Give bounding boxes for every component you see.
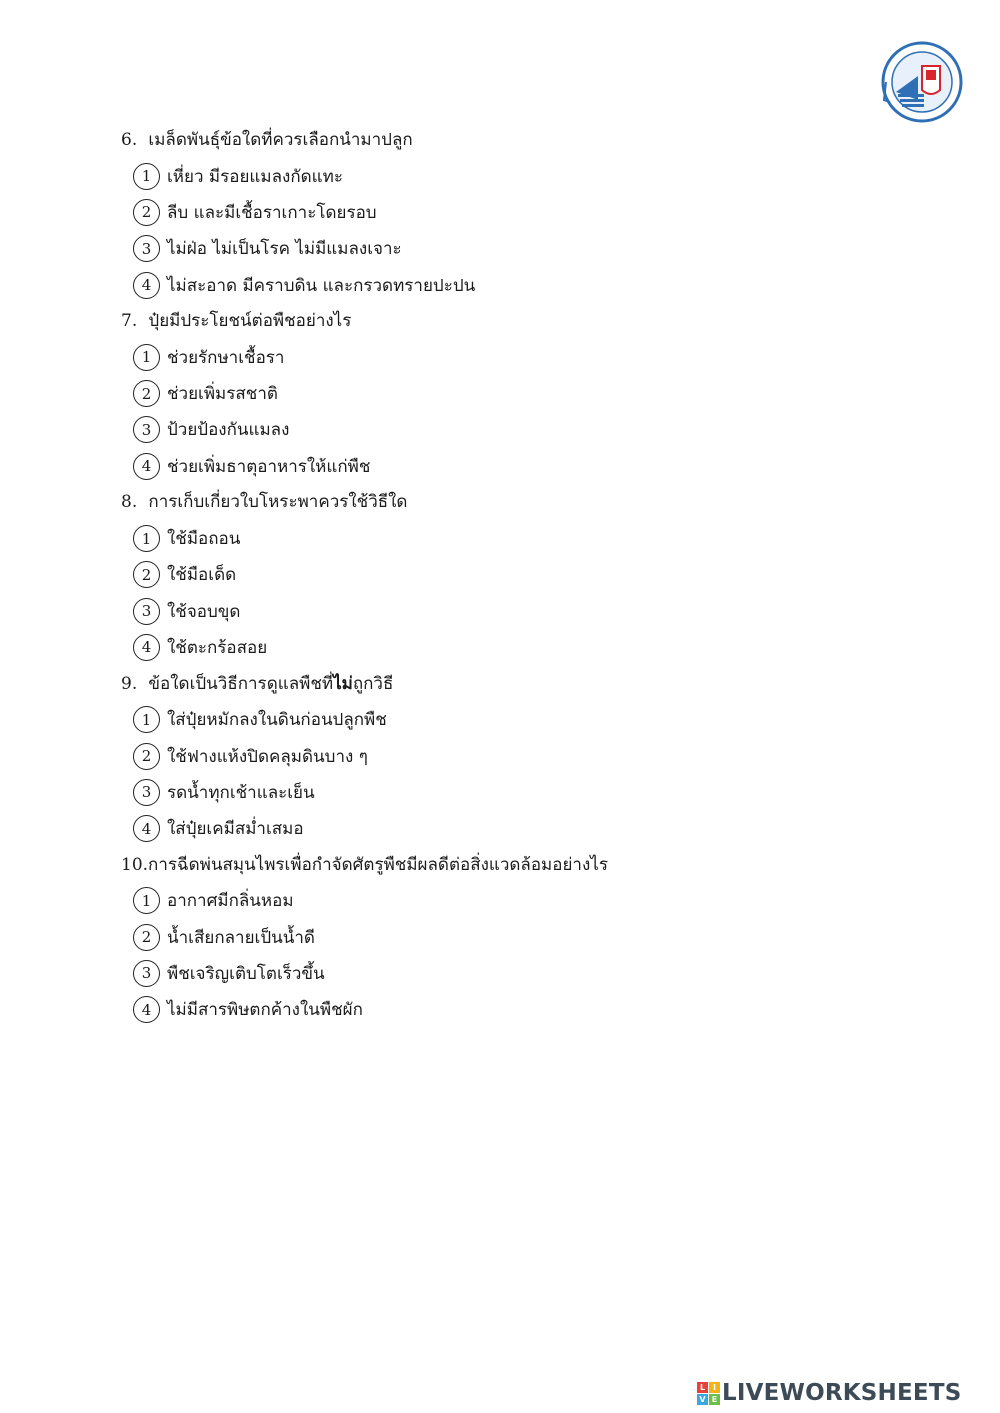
choice-text: พืชเจริญเติบโตเร็วขึ้น [167, 963, 325, 984]
question-8-text [121, 484, 821, 520]
choice-text: ไม่มีสารพิษตกค้างในพืชผัก [167, 1000, 363, 1021]
choice-text: ช่วยรักษาเชื้อรา [167, 347, 285, 368]
choice-10-1[interactable] [121, 883, 821, 919]
choice-number-circle[interactable]: 4 [133, 996, 160, 1023]
choice-8-2[interactable] [121, 557, 821, 593]
choice-8-1[interactable] [121, 520, 821, 556]
choice-text: ช่วยเพิ่มรสชาติ [167, 384, 278, 405]
choice-number-circle[interactable]: 4 [133, 272, 160, 299]
choice-text: ใช้มือถอน [167, 529, 241, 550]
question-6-text [121, 122, 821, 158]
choice-8-3[interactable] [121, 593, 821, 629]
choice-number-circle[interactable]: 1 [133, 163, 160, 190]
choice-number-circle[interactable]: 1 [133, 706, 160, 733]
question-number: 8. [121, 492, 138, 513]
choice-text: ช่วยเพิ่มธาตุอาหารให้แก่พืช [167, 456, 371, 477]
choice-6-1[interactable] [121, 158, 821, 194]
choice-10-2[interactable] [121, 919, 821, 955]
choice-10-3[interactable] [121, 955, 821, 991]
school-logo [878, 40, 966, 124]
choice-text: ไม่ฝ่อ ไม่เป็นโรค ไม่มีแมลงเจาะ [167, 239, 402, 260]
choice-7-1[interactable] [121, 339, 821, 375]
brand-tile-l: L [697, 1382, 708, 1393]
choice-text: ใส่ปุ๋ยเคมีสม่ำเสมอ [167, 819, 304, 840]
question-prompt: ปุ๋ยมีประโยชน์ต่อพืชอย่างไร [148, 311, 352, 332]
question-number: 6. [121, 130, 138, 150]
choice-9-4[interactable] [121, 810, 821, 846]
choice-text: ไม่สะอาด มีคราบดิน และกรวดทรายปะปน [167, 275, 476, 296]
choice-6-4[interactable] [121, 267, 821, 303]
choice-number-circle[interactable]: 2 [133, 924, 160, 951]
choice-text: อากาศมีกลิ่นหอม [167, 891, 294, 912]
question-prompt: การเก็บเกี่ยวใบโหระพาควรใช้วิธีใด [148, 492, 408, 513]
question-prompt: การฉีดพ่นสมุนไพรเพื่อกำจัดศัตรูพืชมีผลดีต่อสิ่งแวดล้อมอย่างไร [148, 854, 608, 875]
choice-7-2[interactable] [121, 375, 821, 411]
question-9-text [121, 666, 821, 702]
question-7 [121, 303, 821, 484]
choice-6-3[interactable] [121, 231, 821, 267]
choice-6-2[interactable] [121, 194, 821, 230]
choice-text: น้ำเสียกลายเป็นน้ำดี [167, 927, 315, 948]
question-number: 10. [121, 854, 149, 875]
question-7-text [121, 303, 821, 339]
choice-10-4[interactable] [121, 992, 821, 1028]
choice-8-4[interactable] [121, 629, 821, 665]
choice-number-circle[interactable]: 3 [133, 235, 160, 262]
choice-number-circle[interactable]: 4 [133, 634, 160, 661]
choice-number-circle[interactable]: 1 [133, 344, 160, 371]
choice-number-circle[interactable]: 3 [133, 960, 160, 987]
liveworksheets-brand [697, 1378, 961, 1408]
question-number: 7. [121, 311, 138, 332]
question-prompt: เมล็ดพันธุ์ข้อใดที่ควรเลือกนำมาปลูก [148, 130, 413, 150]
choice-number-circle[interactable]: 2 [133, 199, 160, 226]
choice-number-circle[interactable]: 2 [133, 743, 160, 770]
question-prompt-emphasis: ไม่ [333, 673, 353, 694]
choice-number-circle[interactable]: 2 [133, 380, 160, 407]
choice-text: ใช้ตะกร้อสอย [167, 637, 268, 658]
choice-9-2[interactable] [121, 738, 821, 774]
brand-tile-e: E [709, 1394, 720, 1405]
choice-text: รดน้ำทุกเช้าและเย็น [167, 782, 315, 803]
choice-9-3[interactable] [121, 774, 821, 810]
choice-9-1[interactable] [121, 702, 821, 738]
choice-number-circle[interactable]: 3 [133, 779, 160, 806]
question-prompt-end: ถูกวิธี [352, 673, 394, 694]
choice-text: ใช้มือเด็ด [167, 565, 237, 586]
choice-text: ใช้ฟางแห้งปิดคลุมดินบาง ๆ [167, 746, 368, 767]
choice-text: เหี่ยว มีรอยแมลงกัดแทะ [167, 166, 343, 187]
question-10 [121, 847, 821, 1028]
brand-tile-i: I [709, 1382, 720, 1393]
choice-7-4[interactable] [121, 448, 821, 484]
choice-number-circle[interactable]: 4 [133, 453, 160, 480]
question-9 [121, 666, 821, 847]
choice-number-circle[interactable]: 4 [133, 815, 160, 842]
question-10-text [121, 847, 821, 883]
choice-number-circle[interactable]: 1 [133, 887, 160, 914]
choice-text: ป้วยป้องกันแมลง [167, 420, 290, 441]
question-8 [121, 484, 821, 665]
question-prompt-start: ข้อใดเป็นวิธีการดูแลพืชที่ [148, 673, 334, 694]
choice-7-3[interactable] [121, 412, 821, 448]
question-number: 9. [121, 673, 138, 694]
question-list [121, 122, 821, 1028]
choice-text: ใช้จอบขุด [167, 601, 241, 622]
choice-text: ใส่ปุ๋ยหมักลงในดินก่อนปลูกพืช [167, 710, 387, 731]
choice-number-circle[interactable]: 3 [133, 416, 160, 443]
choice-number-circle[interactable]: 2 [133, 561, 160, 588]
question-6 [121, 122, 821, 303]
brand-tile-v: V [697, 1394, 708, 1405]
choice-text: ลีบ และมีเชื้อราเกาะโดยรอบ [167, 202, 377, 223]
liveworksheets-logo-icon [697, 1382, 720, 1405]
brand-wordmark: LIVEWORKSHEETS [722, 1380, 962, 1406]
choice-number-circle[interactable]: 1 [133, 525, 160, 552]
choice-number-circle[interactable]: 3 [133, 598, 160, 625]
